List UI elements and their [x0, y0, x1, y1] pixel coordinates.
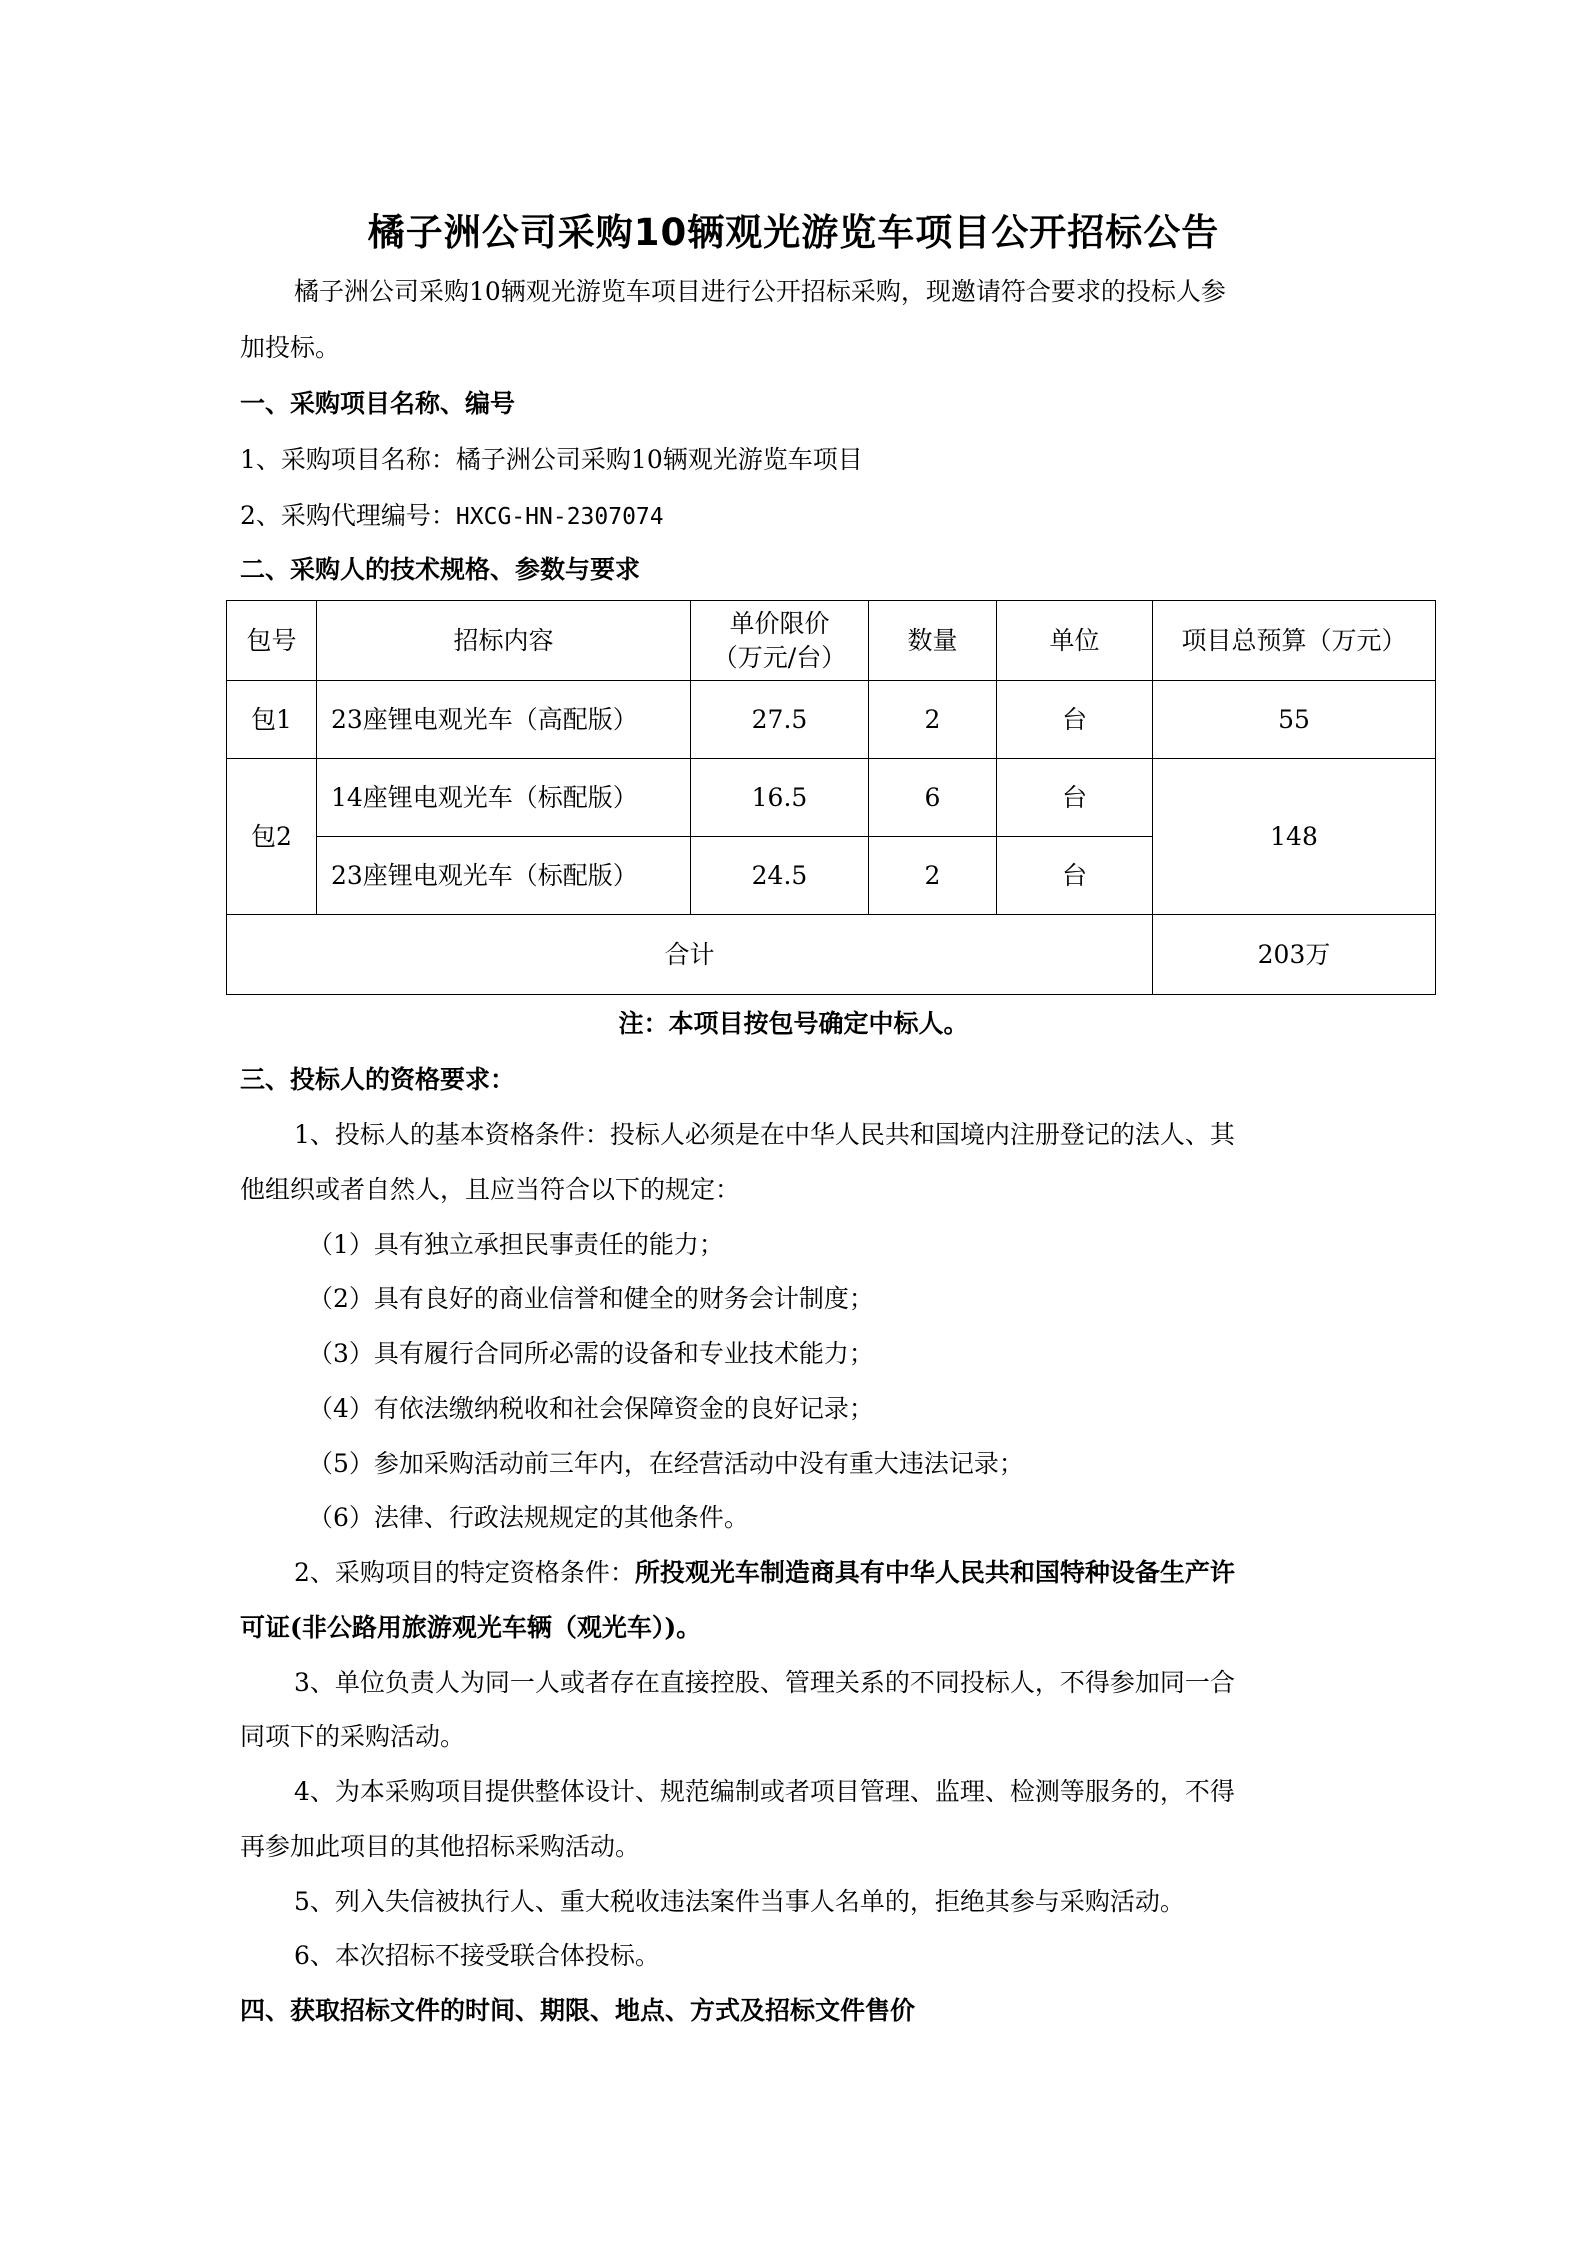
section-1-heading: 一、采购项目名称、编号	[240, 389, 516, 418]
procurement-table	[226, 600, 1436, 995]
cell-budget: 148	[1153, 759, 1436, 915]
qualification-2-line-2: 可证(非公路用旅游观光车辆（观光车）)。	[240, 1613, 702, 1642]
qualification-3-line-1: 3、单位负责人为同一人或者存在直接控股、管理关系的不同投标人，不得参加同一合	[294, 1668, 1235, 1697]
header-unit-price	[691, 601, 869, 681]
cell-price: 16.5	[691, 759, 869, 837]
table-header-row	[227, 601, 1436, 681]
header-budget: 项目总预算（万元）	[1153, 601, 1436, 681]
header-unit-price-line-1: 单价限价	[729, 608, 830, 638]
agency-code-label: 2、采购代理编号：	[240, 501, 456, 530]
qualification-1-line-1: 1、投标人的基本资格条件：投标人必须是在中华人民共和国境内注册登记的法人、其	[294, 1120, 1235, 1149]
cell-quantity: 2	[869, 681, 997, 759]
qualification-sub-item: （6）法律、行政法规规定的其他条件。	[308, 1503, 749, 1532]
cell-price: 24.5	[691, 837, 869, 915]
total-label: 合计	[227, 915, 1153, 995]
header-quantity: 数量	[869, 601, 997, 681]
qualification-3-line-2: 同项下的采购活动。	[240, 1722, 466, 1751]
cell-unit: 台	[997, 681, 1153, 759]
qualification-sub-item: （3）具有履行合同所必需的设备和专业技术能力；	[308, 1339, 874, 1368]
section-3-heading: 三、投标人的资格要求：	[240, 1065, 516, 1094]
qualification-5: 5、列入失信被执行人、重大税收违法案件当事人名单的，拒绝其参与采购活动。	[294, 1887, 1185, 1916]
section-2-heading: 二、采购人的技术规格、参数与要求	[240, 555, 641, 584]
intro-line-1: 橘子洲公司采购10辆观光游览车项目进行公开招标采购，现邀请符合要求的投标人参	[294, 277, 1226, 306]
qualification-sub-item: （5）参加采购活动前三年内，在经营活动中没有重大违法记录；	[308, 1449, 1024, 1478]
cell-content: 23座锂电观光车（高配版）	[317, 681, 691, 759]
section-4-heading: 四、获取招标文件的时间、期限、地点、方式及招标文件售价	[240, 1996, 916, 2025]
qualification-sub-item: （1）具有独立承担民事责任的能力；	[308, 1230, 724, 1259]
table-note: 注：本项目按包号确定中标人。	[618, 1009, 969, 1038]
header-unit-price-line-2: （万元/台）	[712, 642, 847, 672]
qualification-4-line-1: 4、为本采购项目提供整体设计、规范编制或者项目管理、监理、检测等服务的，不得	[294, 1777, 1235, 1806]
qualification-1-line-2: 他组织或者自然人，且应当符合以下的规定：	[240, 1175, 741, 1204]
agency-code-item	[240, 498, 1350, 535]
total-value: 203万	[1153, 915, 1436, 995]
cell-budget: 55	[1153, 681, 1436, 759]
qualification-2-label: 2、采购项目的特定资格条件：	[294, 1558, 635, 1587]
cell-quantity: 2	[869, 837, 997, 915]
header-package: 包号	[227, 601, 317, 681]
qualification-2-line-1	[294, 1555, 1350, 1591]
table-total-row	[227, 915, 1436, 995]
qualification-sub-item: （4）有依法缴纳税收和社会保障资金的良好记录；	[308, 1394, 874, 1423]
header-content: 招标内容	[317, 601, 691, 681]
page-title: 橘子洲公司采购10辆观光游览车项目公开招标公告	[367, 211, 1220, 254]
cell-content: 23座锂电观光车（标配版）	[317, 837, 691, 915]
cell-unit: 台	[997, 759, 1153, 837]
qualification-sub-item: （2）具有良好的商业信誉和健全的财务会计制度；	[308, 1284, 874, 1313]
cell-package: 包1	[227, 681, 317, 759]
qualification-4-line-2: 再参加此项目的其他招标采购活动。	[240, 1832, 641, 1861]
cell-price: 27.5	[691, 681, 869, 759]
cell-package: 包2	[227, 759, 317, 915]
agency-code-value: HXCG-HN-2307074	[455, 504, 664, 530]
cell-content: 14座锂电观光车（标配版）	[317, 759, 691, 837]
cell-unit: 台	[997, 837, 1153, 915]
intro-line-2: 加投标。	[240, 333, 341, 362]
table-row	[227, 759, 1436, 837]
header-unit: 单位	[997, 601, 1153, 681]
cell-quantity: 6	[869, 759, 997, 837]
table-row	[227, 681, 1436, 759]
qualification-6: 6、本次招标不接受联合体投标。	[294, 1941, 660, 1970]
qualification-2-bold-text: 所投观光车制造商具有中华人民共和国特种设备生产许	[634, 1558, 1235, 1587]
project-name-item: 1、采购项目名称：橘子洲公司采购10辆观光游览车项目	[240, 445, 863, 474]
